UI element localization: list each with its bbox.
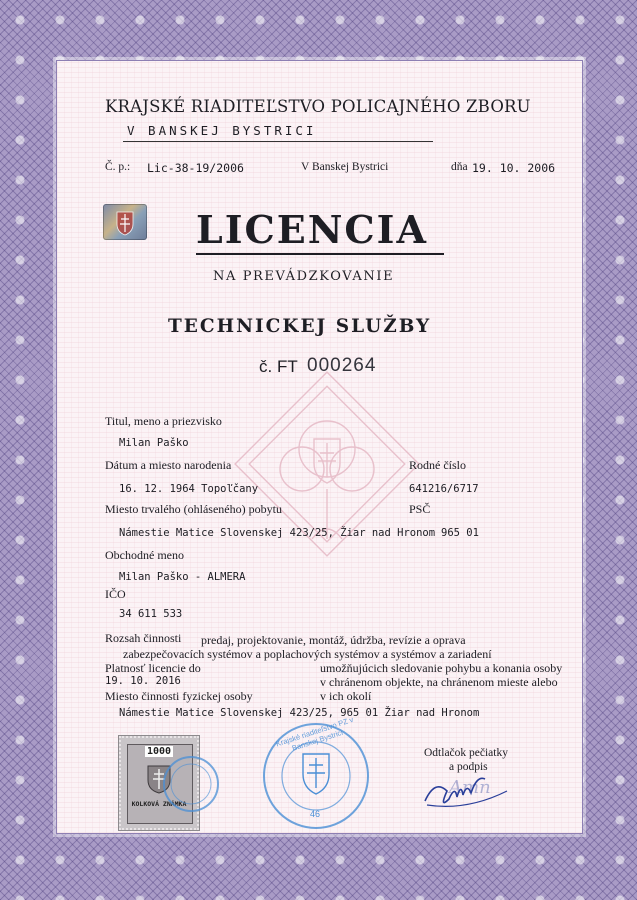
birth-value: 16. 12. 1964 Topoľčany [119, 483, 259, 495]
residence-value: Námestie Matice Slovenskej 423/25, Žiar nad Hronom [119, 527, 436, 539]
license-number: 000264 [307, 355, 377, 376]
authority-name: KRAJSKÉ RIADITEĽSTVO POLICAJNÉHO ZBORU [105, 97, 531, 116]
title-underline [196, 253, 444, 255]
birth-label: Dátum a miesto narodenia [105, 458, 232, 472]
date-label: dňa [451, 161, 468, 173]
tax-stamp-value: 1000 [147, 746, 172, 757]
ico-label: IČO [105, 587, 126, 601]
license-number-prefix: č. FT [259, 357, 298, 376]
birthnum-value: 641216/6717 [409, 483, 479, 495]
authority-city: V BANSKEJ BYSTRICI [127, 123, 317, 138]
official-seal [261, 714, 371, 831]
small-stamp-icon [161, 753, 221, 815]
seal-number: 46 [310, 809, 321, 819]
scope-line-2: zabezpečovacích systémov a poplachových systémov a systémov a zariadení [123, 647, 492, 661]
scope-line-1: predaj, projektovanie, montáž, údržba, revízie a oprava [201, 633, 466, 647]
ref-label: Č. p.: [105, 161, 131, 173]
name-label: Titul, meno a priezvisko [105, 414, 222, 428]
scope-label: Rozsah činnosti [105, 631, 182, 645]
psc-label: PSČ [409, 502, 431, 516]
scope-line-3: umožňujúcich sledovanie pohybu a konania osoby [320, 661, 563, 675]
validity-value: 19. 10. 2016 [105, 675, 181, 687]
ico-value: 34 611 533 [119, 608, 183, 620]
document-subtitle: NA PREVÁDZKOVANIE [213, 269, 395, 284]
header-divider [123, 141, 433, 142]
residence-label: Miesto trvalého (ohláseného) pobytu [105, 502, 282, 516]
business-label: Obchodné meno [105, 548, 184, 562]
document-title: LICENCIA [196, 207, 428, 252]
place-text: V Banskej Bystrici [301, 161, 389, 173]
scope-line-4: v chránenom objekte, na chránenom mieste alebo [320, 675, 558, 689]
issue-date: 19. 10. 2006 [472, 161, 556, 175]
birthnum-label: Rodné číslo [409, 458, 466, 472]
stamp-signature-label-1: Odtlačok pečiatky [424, 747, 508, 759]
psc-value: 965 01 [441, 527, 479, 539]
tax-stamp-text: KOLKOVÁ ZNÁMKA [131, 800, 187, 808]
business-value: Milan Paško - ALMERA [119, 571, 246, 583]
validity-label: Platnosť licencie do [105, 661, 201, 675]
activity-place-label: Miesto činnosti fyzickej osoby [105, 689, 253, 703]
certificate-paper [56, 60, 583, 834]
stamp-signature-label-2: a podpis [449, 761, 488, 773]
seal-text: Krajské riaditeľstvo PZ v Banskej Bystrici [274, 714, 355, 753]
scope-line-5: v ich okolí [320, 689, 372, 703]
ref-number: Lic-38-19/2006 [147, 161, 244, 175]
name-value: Milan Paško [119, 437, 189, 449]
service-title: TECHNICKEJ SLUŽBY [168, 316, 432, 337]
activity-place-value: Námestie Matice Slovenskej 423/25, 965 01 Žiar nad Hronom [119, 707, 480, 719]
signature-text: Amn [449, 777, 491, 798]
hologram-icon [103, 204, 147, 240]
